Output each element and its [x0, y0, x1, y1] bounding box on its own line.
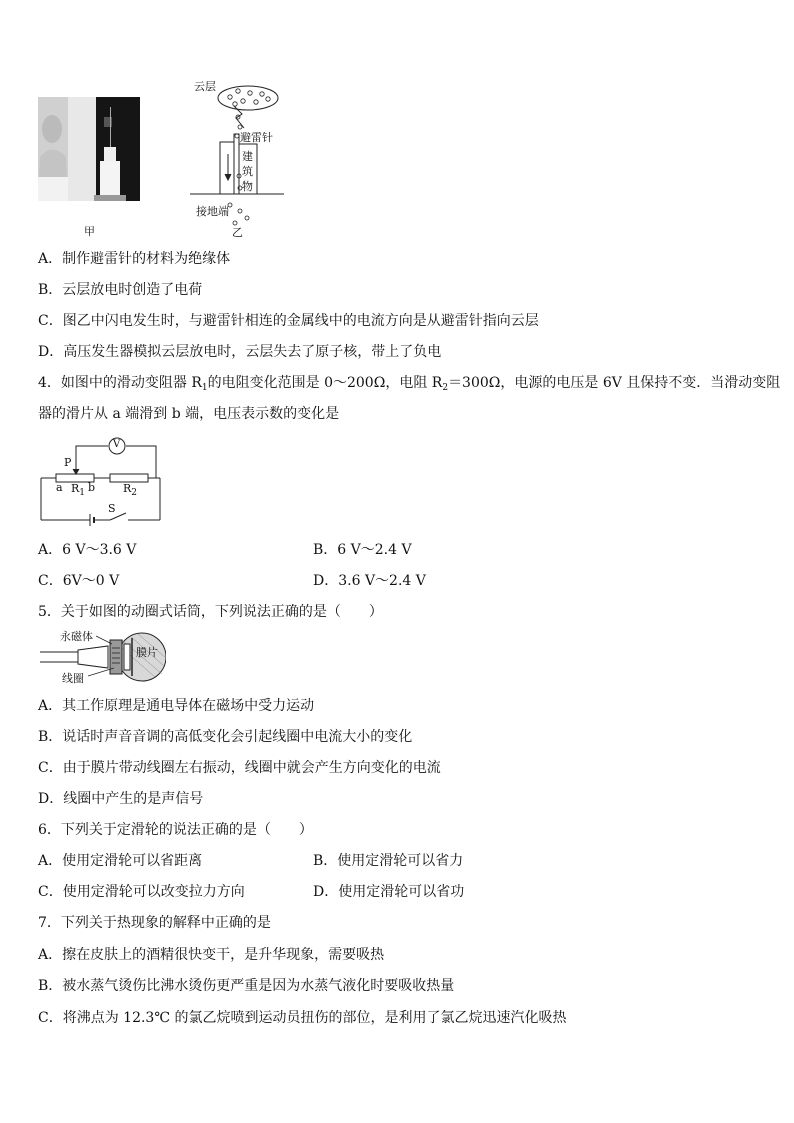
- film-label: 膜片: [136, 646, 158, 659]
- r2-letter: R: [123, 482, 132, 495]
- q7-option-a: A．擦在皮肤上的酒精很快变干，是升华现象，需要吸热: [38, 947, 385, 963]
- r1-letter: R: [71, 482, 80, 495]
- r1-label: [71, 482, 85, 498]
- switch-s-label: S: [108, 502, 116, 515]
- ground-label: 接地端: [196, 205, 229, 218]
- q6-stem: 6．下列关于定滑轮的说法正确的是（ ）: [38, 822, 313, 838]
- q5-option-c: C．由于膜片带动线圈左右振动，线圈中就会产生方向变化的电流: [38, 760, 441, 776]
- coil-label: 线圈: [62, 672, 84, 685]
- q7-option-c: C．将沸点为 12.3℃ 的氯乙烷喷到运动员扭伤的部位，是利用了氯乙烷迅速汽化吸热: [38, 1010, 567, 1026]
- q4-option-a: A．6 V～3.6 V: [38, 542, 137, 558]
- r1-sub: 1: [79, 488, 86, 498]
- q6-option-c: C．使用定滑轮可以改变拉力方向: [38, 884, 245, 900]
- microphone-diagram: [38, 628, 166, 686]
- q3-option-d: D．高压发生器模拟云层放电时，云层失去了原子核，带上了负电: [38, 344, 442, 360]
- q4-stem-sub1: 1: [201, 383, 208, 393]
- figure-label-jia: 甲: [84, 225, 95, 238]
- q4-stem-part1: 4．如图中的滑动变阻器 R: [38, 375, 202, 391]
- q5-option-a: A．其工作原理是通电导体在磁场中受力运动: [38, 698, 315, 714]
- q4-stem-line1: [38, 374, 780, 397]
- r2-label: [123, 482, 137, 498]
- building-label-1: 建: [242, 150, 253, 163]
- photo-jia: [38, 97, 140, 201]
- building-label-3: 物: [242, 180, 253, 193]
- slider-p-label: P: [64, 456, 72, 469]
- q3-option-c: C．图乙中闪电发生时，与避雷针相连的金属线中的电流方向是从避雷针指向云层: [38, 313, 539, 329]
- q7-stem: 7．下列关于热现象的解释中正确的是: [38, 915, 271, 931]
- q4-stem-part2: 的电阻变化范围是 0～200Ω，电阻 R: [207, 375, 443, 391]
- q4-stem-line2: 器的滑片从 a 端滑到 b 端，电压表示数的变化是: [38, 406, 340, 422]
- end-b-label: b: [88, 481, 96, 494]
- q4-stem-part3: ＝300Ω，电源的电压是 6V 且保持不变．当滑动变阻: [448, 375, 781, 391]
- q6-option-d: D．使用定滑轮可以省功: [313, 884, 465, 900]
- building-label-2: 筑: [242, 165, 253, 178]
- q6-option-a: A．使用定滑轮可以省距离: [38, 853, 203, 869]
- q4-stem-sub2: 2: [442, 383, 449, 393]
- q3-option-a: A．制作避雷针的材料为绝缘体: [38, 251, 231, 267]
- circuit-diagram: [38, 436, 164, 528]
- q5-stem: 5．关于如图的动圈式话筒，下列说法正确的是（ ）: [38, 604, 383, 620]
- lightning-rod-label: 避雷针: [240, 131, 273, 144]
- q7-option-b: B．被水蒸气烫伤比沸水烫伤更严重是因为水蒸气液化时要吸收热量: [38, 978, 455, 994]
- q4-option-d: D．3.6 V～2.4 V: [313, 573, 426, 589]
- r2-sub: 2: [131, 488, 138, 498]
- figure-label-yi: 乙: [232, 226, 243, 239]
- q4-option-c: C．6V～0 V: [38, 573, 120, 589]
- lightning-rod-diagram: [190, 76, 300, 240]
- q3-option-b: B．云层放电时创造了电荷: [38, 282, 203, 298]
- voltmeter-label: V: [113, 439, 121, 450]
- q5-option-d: D．线圈中产生的是声信号: [38, 791, 204, 807]
- q6-option-b: B．使用定滑轮可以省力: [313, 853, 464, 869]
- cloud-label: 云层: [194, 80, 216, 93]
- magnet-label: 永磁体: [60, 630, 93, 643]
- end-a-label: a: [56, 481, 63, 494]
- q4-option-b: B．6 V～2.4 V: [313, 542, 412, 558]
- q5-option-b: B．说话时声音音调的高低变化会引起线圈中电流大小的变化: [38, 729, 413, 745]
